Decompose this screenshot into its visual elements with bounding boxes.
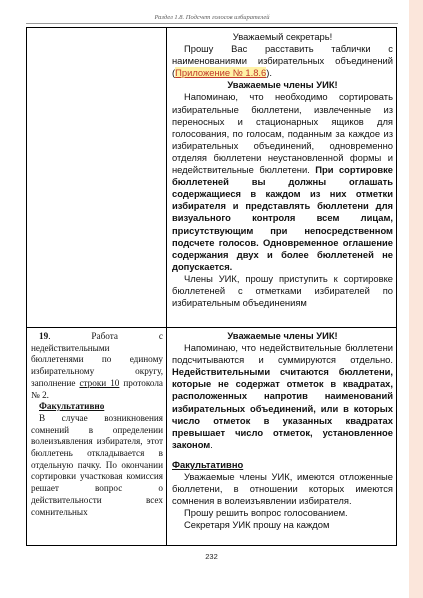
bottom-left-cell <box>31 331 163 518</box>
script-table <box>26 27 397 546</box>
spacer <box>172 451 393 459</box>
column-divider <box>166 28 167 545</box>
secretary-request-paragraph: Секретаря УИК прошу на каждом <box>184 519 330 531</box>
optional-label-2: Факультативно <box>172 458 244 470</box>
page-edge-stripe <box>409 0 423 598</box>
step-19-text: 19. Работа с недействительными бюллетенями по единому избирательному округу, заполнение строки 10 протокола № 2. <box>31 331 163 400</box>
deferred-ballots-paragraph: Уважаемые члены УИК, имеются отложенные бюллетени, в отношении которых имеются сомнения в волеизъявлении избирателя. <box>172 471 393 507</box>
address-members: Уважаемые члены УИК! <box>227 79 338 91</box>
row-10-link[interactable]: строки 10 <box>79 377 120 388</box>
doubtful-ballots-text: В случае возникновения сомнений в определении волеизъявления избирателя, этот бюллетень откладывается в отдельную пачку. По окончании сортировки участковая комиссия решает вопрос о действительности всех сомнительных <box>31 412 163 517</box>
vote-request-paragraph: Прошу решить вопрос голосованием. <box>184 507 348 519</box>
row-divider <box>27 327 396 328</box>
bottom-right-cell <box>172 330 393 532</box>
appendix-link[interactable]: Приложение № 1.8.6 <box>175 67 267 79</box>
optional-label: Факультативно <box>39 401 105 412</box>
header-rule <box>26 23 398 24</box>
start-sorting-paragraph: Члены УИК, прошу приступить к сортировке бюллетеней с отметками избирателей по избирательным объединениям <box>172 272 393 309</box>
address-secretary: Уважаемый секретарь! <box>232 31 333 42</box>
signs-paragraph: Прошу Вас расставить таблички с наименованиями избирательных объединений (Приложение № 1.8.6). <box>172 43 393 79</box>
page-number: 232 <box>205 552 218 561</box>
top-right-cell <box>172 31 393 309</box>
page-header: Раздел 1.8. Подсчет голосов избирателей <box>154 14 270 21</box>
invalid-ballots-paragraph: Напоминаю, что недействительные бюллетени подсчитываются и суммируются отдельно. Недействительными считаются бюллетени, которые не содержат отметок в квадратах, расположенных напротив наименований избирательных объединений, или в которых число отметок в указанных квадратах превышает число отметок, установленное законом. <box>172 342 393 450</box>
sorting-paragraph: Напоминаю, что необходимо сортировать избирательные бюллетени, извлеченные из переносных и стационарных ящиков для голосования, по голосам, поданным за каждое из избирательных объединений, одновременно отделяя бюллетени неустановленной формы и недействительные бюллетени. При сортировке бюллетеней вы должны оглашать содержащиеся в каждом из них отметки избирателя и представлять бюллетени для визуального контроля всем лицам, присутствующим при непосредственном подсчете голосов. Одновременное оглашение содержания двух и более бюллетеней не допускается. <box>172 91 393 272</box>
address-members-2: Уважаемые члены УИК! <box>227 330 338 341</box>
